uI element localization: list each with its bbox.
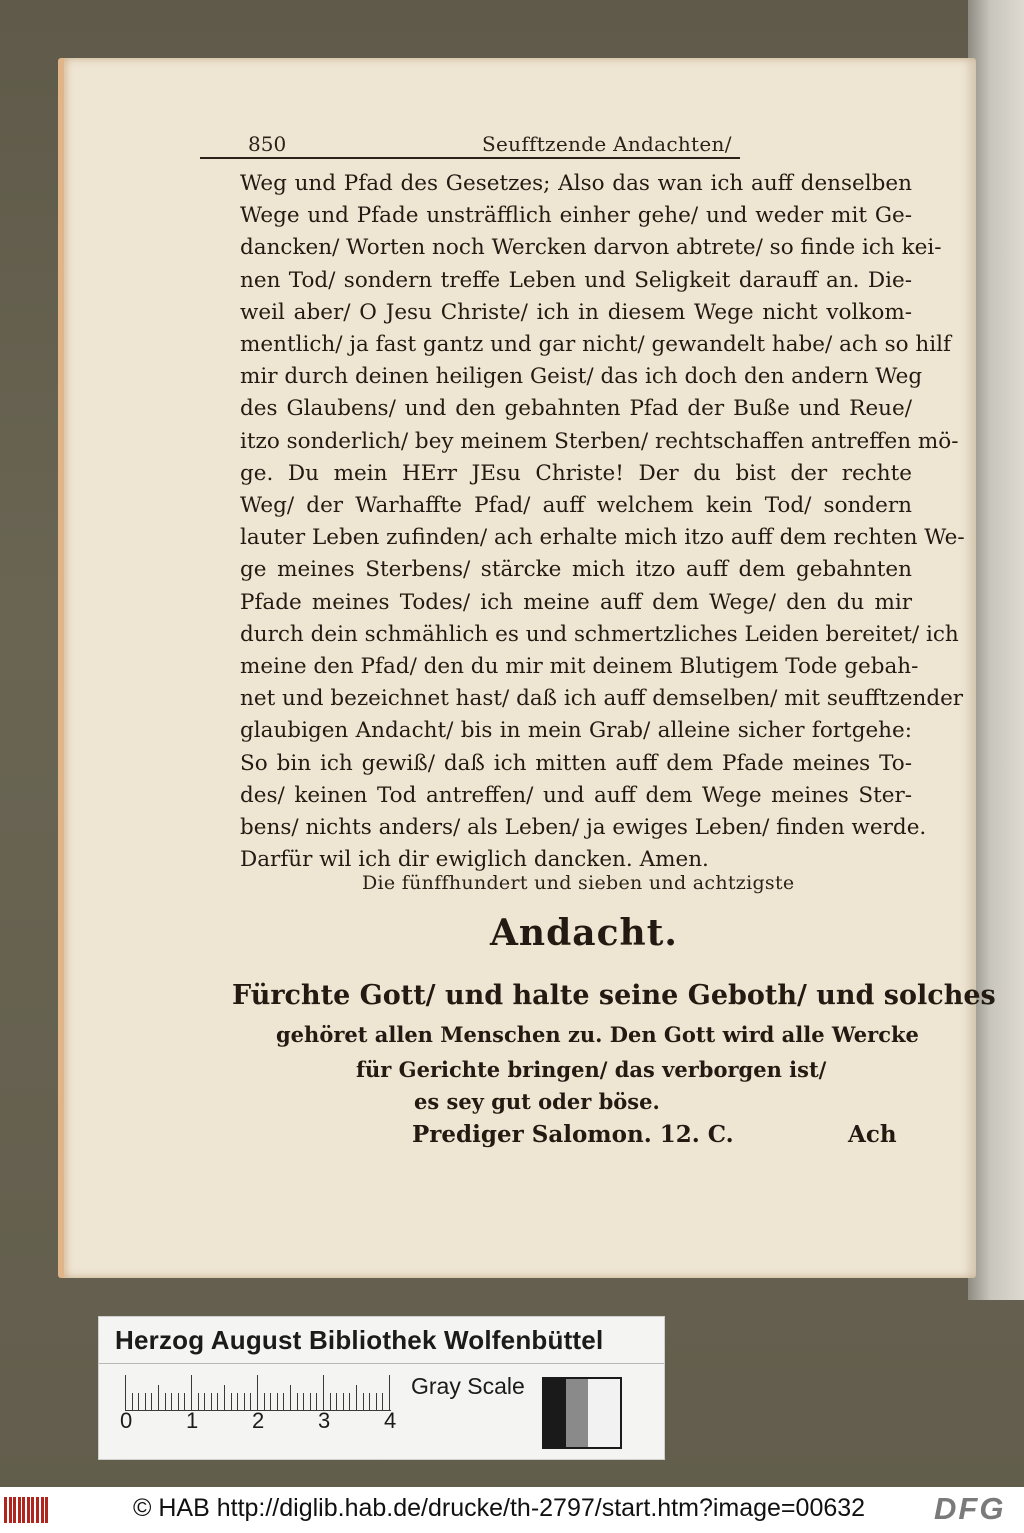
verse-source: Prediger Salomon. 12. C. bbox=[412, 1121, 734, 1148]
barcode-bar bbox=[27, 1497, 30, 1523]
text-line: durch dein schmählich es und schmertzliches Leiden bereitet/ ich bbox=[240, 621, 959, 647]
gray-scale-swatches bbox=[542, 1377, 622, 1449]
text-line: Darfür wil ich dir ewiglich dancken. Amen. bbox=[240, 847, 709, 873]
ruler-tick bbox=[145, 1393, 146, 1411]
ruler-tick bbox=[356, 1385, 357, 1411]
section-heading: Andacht. bbox=[490, 912, 678, 954]
ruler-tick bbox=[303, 1393, 304, 1411]
barcode-bar bbox=[36, 1497, 39, 1523]
gray-scale-label: Gray Scale bbox=[411, 1373, 525, 1399]
text-line: nen Tod/ sondern treffe Leben und Seligkeit darauff an. Die- bbox=[240, 267, 912, 293]
barcode-bar bbox=[18, 1497, 21, 1523]
ruler-tick bbox=[244, 1393, 245, 1411]
text-line: glaubigen Andacht/ bis in mein Grab/ alleine sicher fortgehe: bbox=[240, 718, 912, 744]
ruler-number: 0 bbox=[120, 1408, 133, 1433]
body-text bbox=[240, 168, 965, 876]
text-line: dancken/ Worten noch Wercken darvon abtrete/ so finde ich kei- bbox=[240, 235, 942, 261]
ruler-tick bbox=[257, 1375, 258, 1411]
ruler-tick bbox=[297, 1393, 298, 1411]
ruler-tick bbox=[158, 1385, 159, 1411]
verse-line: gehöret allen Menschen zu. Den Gott wird alle Wercke bbox=[276, 1022, 919, 1047]
ruler-number: 2 bbox=[252, 1408, 265, 1433]
copyright-url[interactable]: © HAB http://diglib.hab.de/drucke/th-2797/start.htm?image=00632 bbox=[133, 1494, 866, 1522]
ruler-tick bbox=[211, 1393, 212, 1411]
ruler-tick bbox=[204, 1393, 205, 1411]
verse-line: Fürchte Gott/ und halte seine Geboth/ und solches bbox=[232, 980, 996, 1011]
ruler-tick bbox=[389, 1375, 390, 1411]
text-line: ge meines Sterbens/ stärcke mich itzo auff dem gebahnten bbox=[240, 557, 912, 583]
barcode-bar bbox=[4, 1497, 7, 1523]
text-line: des/ keinen Tod antreffen/ und auff dem Wege meines Ster- bbox=[240, 782, 912, 808]
ruler-tick bbox=[369, 1393, 370, 1411]
footer-bar bbox=[0, 1487, 1024, 1533]
verse-line: es sey gut oder böse. bbox=[414, 1089, 660, 1114]
ruler-tick bbox=[191, 1375, 192, 1411]
text-line: meine den Pfad/ den du mir mit deinem Blutigem Tode gebah- bbox=[240, 654, 919, 680]
text-line: lauter Leben zufinden/ ach erhalte mich itzo auff dem rechten We- bbox=[240, 525, 965, 551]
card-divider bbox=[99, 1363, 664, 1364]
swatch-white bbox=[588, 1379, 620, 1447]
ruler-number: 4 bbox=[384, 1408, 397, 1433]
running-head-title: Seufftzende Andachten/ bbox=[482, 132, 732, 156]
text-line: Weg/ der Warhaffte Pfad/ auff welchem kein Tod/ sondern bbox=[240, 493, 912, 519]
verse-line: für Gerichte bringen/ das verborgen ist/ bbox=[356, 1057, 827, 1082]
ruler-tick bbox=[138, 1393, 139, 1411]
catchword: Ach bbox=[848, 1121, 897, 1148]
ruler-tick bbox=[125, 1375, 126, 1411]
text-line: mentlich/ ja fast gantz und gar nicht/ gewandelt habe/ ach so hilf bbox=[240, 332, 951, 358]
text-line: itzo sonderlich/ bey meinem Sterben/ rechtschaffen antreffen mö- bbox=[240, 428, 959, 454]
text-line: des Glaubens/ und den gebahnten Pfad der Buße und Reue/ bbox=[240, 396, 912, 422]
ruler-tick bbox=[283, 1393, 284, 1411]
ruler-tick bbox=[349, 1393, 350, 1411]
ruler-tick bbox=[237, 1393, 238, 1411]
ruler-tick bbox=[277, 1393, 278, 1411]
text-line: bens/ nichts anders/ als Leben/ ja ewiges Leben/ finden werde. bbox=[240, 815, 927, 841]
ruler-tick bbox=[376, 1393, 377, 1411]
swatch-black bbox=[544, 1379, 566, 1447]
text-line: Weg und Pfad des Gesetzes; Also das wan ich auff denselben bbox=[240, 171, 912, 196]
measurement-ruler bbox=[125, 1375, 385, 1411]
ruler-tick bbox=[343, 1393, 344, 1411]
barcode-bar bbox=[13, 1497, 16, 1523]
ruler-tick bbox=[270, 1393, 271, 1411]
barcode-bar bbox=[9, 1497, 12, 1523]
section-intro: Die fünffhundert und sieben und achtzigste bbox=[362, 872, 795, 894]
swatch-gray bbox=[566, 1379, 588, 1447]
scale-card bbox=[98, 1316, 665, 1460]
ruler-tick bbox=[231, 1393, 232, 1411]
ruler-number: 1 bbox=[186, 1408, 199, 1433]
text-line: weil aber/ O Jesu Christe/ ich in diesem Wege nicht volkom- bbox=[240, 299, 912, 325]
text-line: ge. Du mein HErr JEsu Christe! Der du bist der rechte bbox=[240, 460, 912, 486]
ruler-tick bbox=[171, 1393, 172, 1411]
ruler-tick bbox=[310, 1393, 311, 1411]
ruler-tick bbox=[290, 1385, 291, 1411]
dfg-logo: DFG bbox=[934, 1491, 1006, 1526]
text-line: Wege und Pfade unsträfflich einher gehe/ und weder mit Ge- bbox=[240, 203, 912, 229]
ruler-tick bbox=[323, 1375, 324, 1411]
page-number: 850 bbox=[248, 132, 287, 156]
text-line: net und bezeichnet hast/ daß ich auff demselben/ mit seufftzender bbox=[240, 686, 964, 712]
ruler-tick bbox=[224, 1385, 225, 1411]
ruler-tick bbox=[165, 1393, 166, 1411]
barcode-bar bbox=[22, 1497, 25, 1523]
ruler-tick bbox=[336, 1393, 337, 1411]
running-head bbox=[200, 132, 740, 159]
barcode-bar bbox=[41, 1497, 44, 1523]
text-line: Pfade meines Todes/ ich meine auff dem Wege/ den du mir bbox=[240, 589, 912, 615]
ruler-number: 3 bbox=[318, 1408, 331, 1433]
institution-name: Herzog August Bibliothek Wolfenbüttel bbox=[115, 1325, 604, 1355]
ruler-tick bbox=[363, 1393, 364, 1411]
barcode-bar bbox=[31, 1497, 34, 1523]
barcode-bar bbox=[45, 1497, 48, 1523]
text-line: mir durch deinen heiligen Geist/ das ich doch den andern Weg bbox=[240, 364, 923, 390]
ruler-tick bbox=[217, 1393, 218, 1411]
adjacent-page-edge bbox=[968, 0, 1024, 1300]
text-line: So bin ich gewiß/ daß ich mitten auff dem Pfade meines To- bbox=[240, 750, 912, 776]
barcode-icon bbox=[4, 1497, 48, 1523]
ruler-tick bbox=[151, 1393, 152, 1411]
ruler-tick bbox=[178, 1393, 179, 1411]
